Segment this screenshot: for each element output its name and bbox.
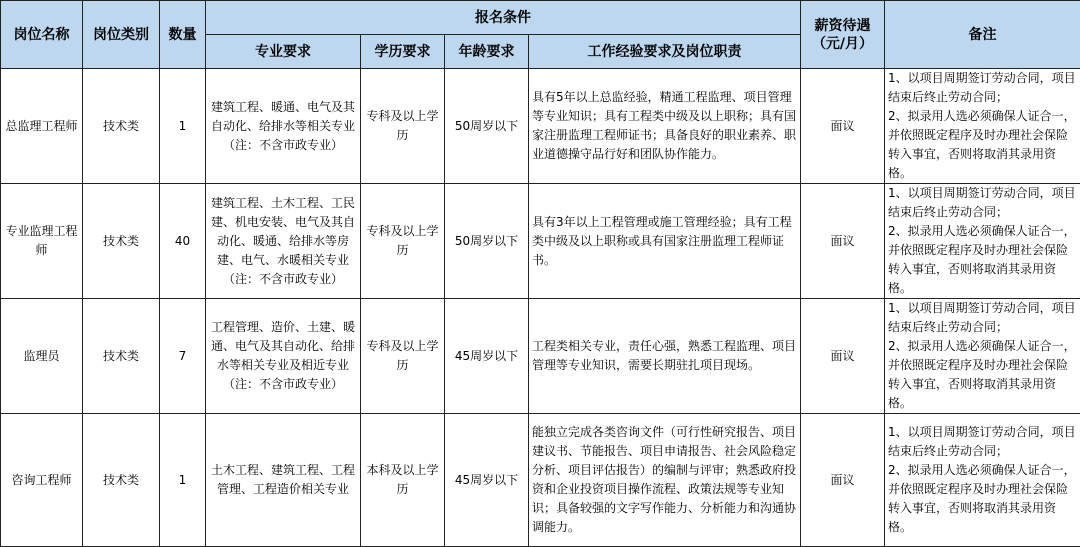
header-requirements: 报名条件 [206, 1, 801, 35]
cell-position-name: 专业监理工程师 [1, 184, 83, 299]
cell-position-category: 技术类 [83, 184, 160, 299]
cell-quantity: 1 [160, 414, 206, 547]
cell-major: 工程管理、造价、土建、暖通、电气及其自动化、给排水等相关专业及相近专业（注：不含市政专业） [206, 299, 361, 414]
cell-position-category: 技术类 [83, 299, 160, 414]
cell-education: 专科及以上学历 [361, 69, 445, 184]
header-salary: 薪资待遇 （元/月） [801, 1, 885, 69]
table-row [1, 414, 1080, 547]
cell-remarks: 1、以项目周期签订劳动合同，项目结束后终止劳动合同； 2、拟录用人选必须确保人证合一，并依照既定程序及时办理社会保险转入事宜，否则将取消其录用资格。 [885, 184, 1080, 299]
cell-experience: 具有3年以上工程管理或施工管理经验；具有工程类中级及以上职称或具有国家注册监理工程师证书。 [529, 184, 801, 299]
cell-major: 建筑工程、暖通、电气及其自动化、给排水等相关专业（注：不含市政专业） [206, 69, 361, 184]
cell-salary: 面议 [801, 69, 885, 184]
cell-age: 45周岁以下 [445, 299, 529, 414]
cell-education: 本科及以上学历 [361, 414, 445, 547]
table-row [1, 184, 1080, 299]
header-experience: 工作经验要求及岗位职责 [529, 35, 801, 69]
header-education: 学历要求 [361, 35, 445, 69]
cell-age: 45周岁以下 [445, 414, 529, 547]
cell-education: 专科及以上学历 [361, 299, 445, 414]
cell-education: 专科及以上学历 [361, 184, 445, 299]
header-remarks: 备注 [885, 1, 1080, 69]
cell-experience: 具有5年以上总监经验，精通工程监理、项目管理等专业知识；具有工程类中级及以上职称；具有国家注册监理工程师证书；具备良好的职业素养、职业道德操守品行好和团队协作能力。 [529, 69, 801, 184]
header-major: 专业要求 [206, 35, 361, 69]
table-row [1, 69, 1080, 184]
header-position-category: 岗位类别 [83, 1, 160, 69]
cell-salary: 面议 [801, 299, 885, 414]
cell-position-category: 技术类 [83, 69, 160, 184]
cell-major: 土木工程、建筑工程、工程管理、工程造价相关专业 [206, 414, 361, 547]
cell-salary: 面议 [801, 414, 885, 547]
cell-salary: 面议 [801, 184, 885, 299]
table-row [1, 299, 1080, 414]
cell-remarks: 1、以项目周期签订劳动合同，项目结束后终止劳动合同； 2、拟录用人选必须确保人证合一，并依照既定程序及时办理社会保险转入事宜，否则将取消其录用资格。 [885, 414, 1080, 547]
header-position-name: 岗位名称 [1, 1, 83, 69]
cell-position-category: 技术类 [83, 414, 160, 547]
cell-experience: 能独立完成各类咨询文件（可行性研究报告、项目建议书、节能报告、项目申请报告、社会风险稳定分析、项目评估报告）的编制与评审；熟悉政府投资和企业投资项目操作流程、政策法规等专业知识；具备较强的文字写作能力、分析能力和沟通协调能力。 [529, 414, 801, 547]
cell-quantity: 1 [160, 69, 206, 184]
cell-experience: 工程类相关专业，责任心强，熟悉工程监理、项目管理等专业知识，需要长期驻扎项目现场。 [529, 299, 801, 414]
header-quantity: 数量 [160, 1, 206, 69]
cell-major: 建筑工程、土木工程、工民建、机电安装、电气及其自动化、暖通、给排水等房建、电气、水暖相关专业（注：不含市政专业） [206, 184, 361, 299]
cell-position-name: 咨询工程师 [1, 414, 83, 547]
cell-remarks: 1、以项目周期签订劳动合同，项目结束后终止劳动合同； 2、拟录用人选必须确保人证合一，并依照既定程序及时办理社会保险转入事宜，否则将取消其录用资格。 [885, 69, 1080, 184]
header-age: 年龄要求 [445, 35, 529, 69]
cell-age: 50周岁以下 [445, 69, 529, 184]
cell-position-name: 总监理工程师 [1, 69, 83, 184]
cell-remarks: 1、以项目周期签订劳动合同，项目结束后终止劳动合同； 2、拟录用人选必须确保人证合一，并依照既定程序及时办理社会保险转入事宜，否则将取消其录用资格。 [885, 299, 1080, 414]
cell-quantity: 40 [160, 184, 206, 299]
cell-age: 50周岁以下 [445, 184, 529, 299]
cell-quantity: 7 [160, 299, 206, 414]
cell-position-name: 监理员 [1, 299, 83, 414]
